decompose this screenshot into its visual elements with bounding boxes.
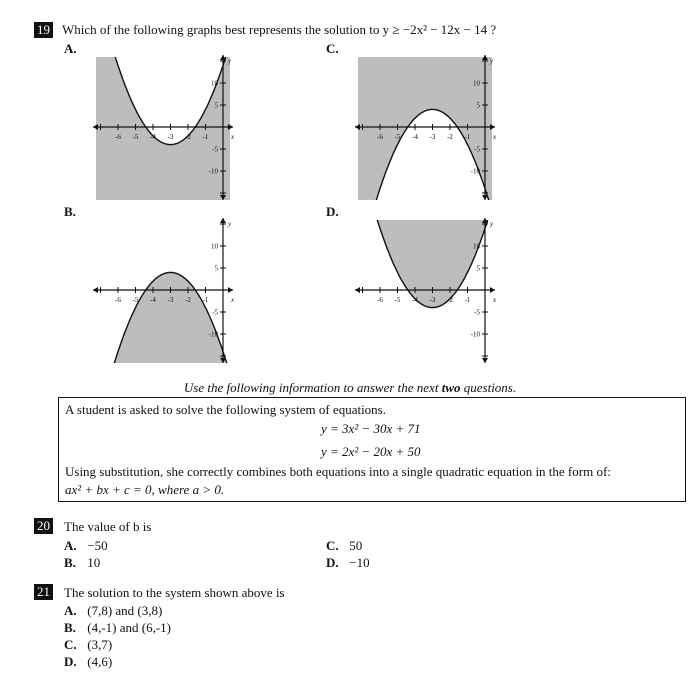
question-20-prompt: The value of b is — [64, 519, 152, 534]
y-tick-label-a: -10 — [208, 167, 218, 176]
info-heading-suffix: questions. — [460, 380, 517, 395]
info-standard-form: ax² + bx + c = 0, where a > 0. — [65, 482, 225, 497]
q21-choice-a-value: (7,8) and (3,8) — [87, 603, 163, 618]
x-tick-label-d: -4 — [412, 296, 418, 304]
info-heading — [0, 380, 700, 396]
y-tick-label-b: -10 — [208, 330, 218, 339]
q21-choice-c-value: (3,7) — [87, 637, 113, 652]
q20-choice-d-letter: D. — [326, 555, 339, 570]
y-axis-label-a: y — [228, 57, 232, 65]
q21-choice-d[interactable] — [64, 654, 112, 670]
question-19-prompt: Which of the following graphs best represents the solution to y ≥ −2x² − 12x − 14 ? — [62, 22, 497, 37]
q19-option-c-label[interactable]: C. — [326, 41, 339, 56]
y-tick-label-d: 10 — [473, 242, 480, 251]
info-heading-prefix: Use the following information to answer the next — [183, 380, 442, 395]
y-tick-label-b: -5 — [212, 308, 218, 317]
q20-choice-b-letter: B. — [64, 555, 76, 570]
x-tick-label-c: -1 — [464, 133, 471, 141]
y-tick-label-b: 10 — [211, 242, 218, 251]
y-tick-label-c: 5 — [476, 101, 480, 110]
q19-graph-a[interactable] — [88, 52, 248, 202]
x-axis-arrow-right-d — [490, 287, 495, 293]
q20-choice-c-value: 50 — [349, 538, 363, 553]
q19-graph-b[interactable] — [88, 215, 248, 365]
x-axis-arrow-right-b — [228, 287, 233, 293]
q20-choice-a[interactable] — [64, 538, 108, 554]
x-tick-label-d: -3 — [429, 296, 436, 304]
info-box — [58, 397, 686, 502]
x-tick-label-d: -6 — [377, 296, 383, 304]
y-axis-label-d: y — [490, 220, 494, 228]
x-tick-label-a: -6 — [115, 133, 121, 141]
question-21-number: 21 — [34, 584, 53, 600]
q19-option-a-label[interactable]: A. — [64, 41, 77, 56]
x-axis-arrow-left-c — [355, 124, 360, 130]
q20-choice-c-letter: C. — [326, 538, 339, 553]
y-tick-label-a: -5 — [212, 145, 218, 154]
q19-graph-c[interactable] — [350, 52, 510, 202]
y-axis-arrow-up-b — [220, 218, 226, 223]
x-tick-label-a: -2 — [185, 133, 191, 141]
equation-1: y = 3x² − 30x + 71 — [321, 421, 421, 436]
x-tick-label-b: -3 — [167, 296, 174, 304]
q21-choice-b-letter: B. — [64, 620, 76, 635]
x-tick-label-c: -4 — [412, 133, 418, 141]
x-axis-arrow-left-d — [355, 287, 360, 293]
x-tick-label-c: -6 — [377, 133, 383, 141]
question-20-number: 20 — [34, 518, 53, 534]
q20-choice-c[interactable] — [326, 538, 362, 554]
y-tick-label-b: 5 — [214, 264, 218, 273]
x-tick-label-d: -2 — [447, 296, 453, 304]
q21-choice-d-value: (4,6) — [87, 654, 113, 669]
y-tick-label-d: -10 — [470, 330, 480, 339]
x-tick-label-c: -2 — [447, 133, 453, 141]
x-axis-label-d: x — [493, 296, 497, 304]
x-axis-arrow-left-b — [93, 287, 98, 293]
x-tick-label-b: -1 — [202, 296, 209, 304]
x-tick-label-a: -1 — [202, 133, 209, 141]
x-tick-label-b: -6 — [115, 296, 121, 304]
y-axis-label-c: y — [490, 57, 494, 65]
q20-choice-b[interactable] — [64, 555, 100, 571]
x-axis-label-b: x — [231, 296, 235, 304]
x-tick-label-d: -5 — [394, 296, 401, 304]
x-tick-label-a: -5 — [132, 133, 139, 141]
question-19-number: 19 — [34, 22, 53, 38]
info-substitution-text: Using substitution, she correctly combines both equations into a single quadratic equation in the form of: — [65, 464, 611, 479]
y-tick-label-d: 5 — [476, 264, 480, 273]
x-tick-label-c: -5 — [394, 133, 401, 141]
q19-option-d-label[interactable]: D. — [326, 204, 339, 219]
y-axis-label-b: y — [228, 220, 232, 228]
x-axis-label-a: x — [231, 133, 235, 141]
x-axis-arrow-left-a — [93, 124, 98, 130]
x-tick-label-a: -4 — [150, 133, 156, 141]
info-intro: A student is asked to solve the following system of equations. — [65, 402, 386, 417]
q21-choice-a-letter: A. — [64, 603, 77, 618]
x-tick-label-c: -3 — [429, 133, 436, 141]
x-axis-arrow-right-c — [490, 124, 495, 130]
q21-choice-b-value: (4,-1) and (6,-1) — [87, 620, 171, 635]
question-21-prompt: The solution to the system shown above is — [64, 585, 285, 600]
x-tick-label-d: -1 — [464, 296, 471, 304]
q21-choice-d-letter: D. — [64, 654, 77, 669]
q20-choice-b-value: 10 — [87, 555, 101, 570]
x-axis-label-c: x — [493, 133, 497, 141]
q21-choice-a[interactable] — [64, 603, 162, 619]
q21-choice-b[interactable] — [64, 620, 171, 636]
q19-option-b-label[interactable]: B. — [64, 204, 76, 219]
y-tick-label-d: -5 — [474, 308, 480, 317]
x-axis-arrow-right-a — [228, 124, 233, 130]
q20-choice-d[interactable] — [326, 555, 370, 571]
q20-choice-a-letter: A. — [64, 538, 77, 553]
q19-graph-d[interactable] — [350, 215, 510, 365]
x-tick-label-b: -4 — [150, 296, 156, 304]
x-tick-label-b: -2 — [185, 296, 191, 304]
y-axis-arrow-down-d — [482, 358, 488, 363]
q21-choice-c[interactable] — [64, 637, 112, 653]
y-tick-label-c: -5 — [474, 145, 480, 154]
x-tick-label-b: -5 — [132, 296, 139, 304]
y-tick-label-c: -10 — [470, 167, 480, 176]
x-tick-label-a: -3 — [167, 133, 174, 141]
q20-choice-d-value: −10 — [349, 555, 370, 570]
q21-choice-c-letter: C. — [64, 637, 77, 652]
equation-2: y = 2x² − 20x + 50 — [321, 444, 421, 459]
y-tick-label-a: 5 — [214, 101, 218, 110]
y-tick-label-a: 10 — [211, 79, 218, 88]
y-tick-label-c: 10 — [473, 79, 480, 88]
info-heading-bold: two — [441, 380, 461, 395]
q20-choice-a-value: −50 — [87, 538, 108, 553]
